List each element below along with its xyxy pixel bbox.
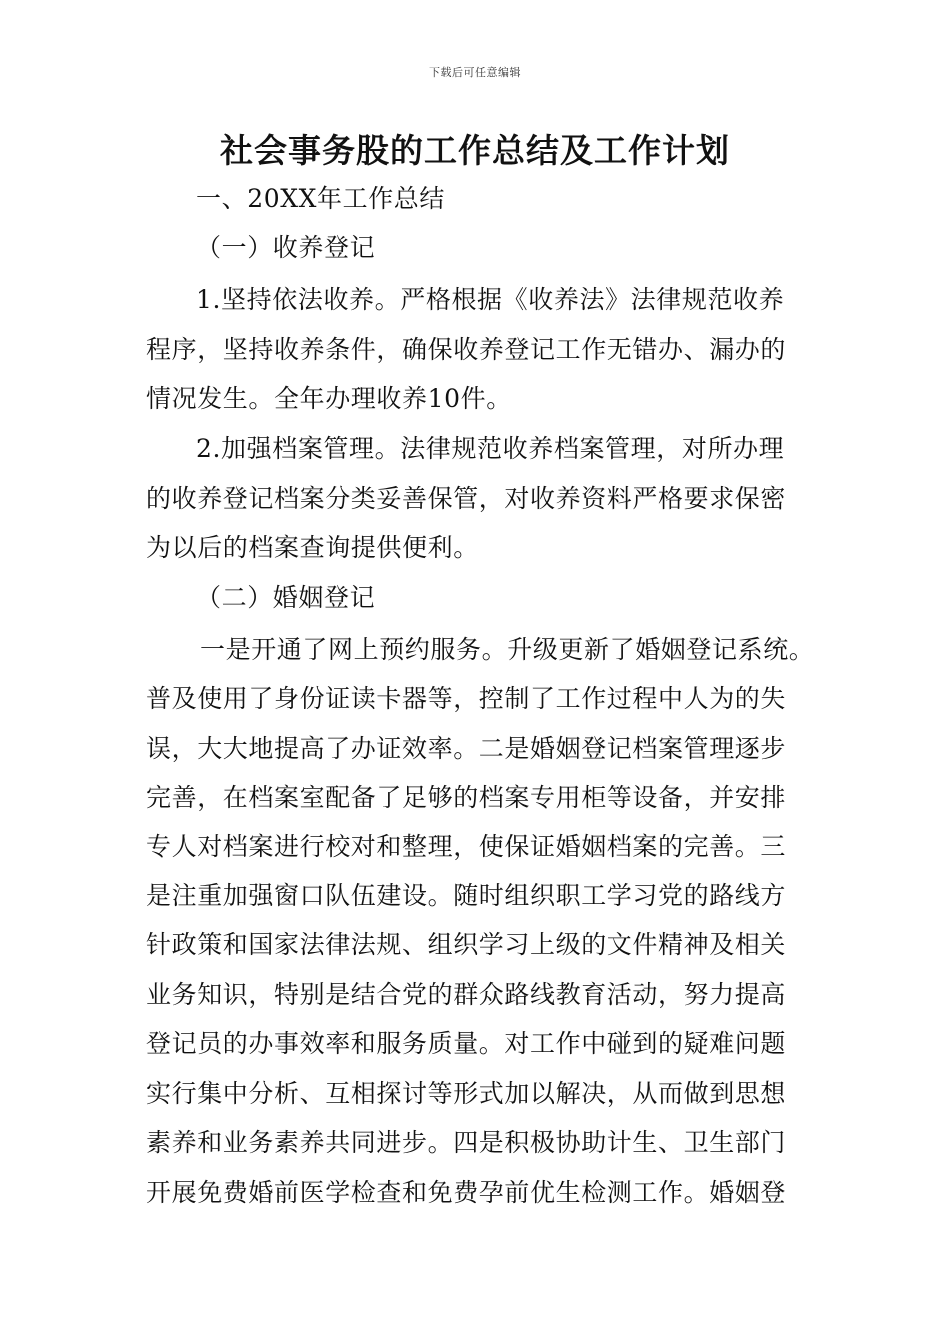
paragraph-line: 是注重加强窗口队伍建设。随时组织职工学习党的路线方 <box>146 881 787 910</box>
paragraph-line: 实行集中分析、互相探讨等形式加以解决，从而做到思想 <box>146 1079 787 1108</box>
document-title: 社会事务股的工作总结及工作计划 <box>220 131 730 170</box>
paragraph-line: 情况发生。全年办理收养10件。 <box>146 384 512 413</box>
paragraph-line: 的收养登记档案分类妥善保管，对收养资料严格要求保密 <box>146 484 787 513</box>
paragraph-line: 业务知识，特别是结合党的群众路线教育活动，努力提高 <box>146 980 787 1009</box>
paragraph-line: 一是开通了网上预约服务。升级更新了婚姻登记系统。 <box>200 635 815 664</box>
paragraph-line: 完善，在档案室配备了足够的档案专用柜等设备，并安排 <box>146 783 787 812</box>
paragraph-line: 程序，坚持收养条件，确保收养登记工作无错办、漏办的 <box>146 335 787 364</box>
paragraph-line: 开展免费婚前医学检查和免费孕前优生检测工作。婚姻登 <box>146 1178 787 1207</box>
paragraph-line: 登记员的办事效率和服务质量。对工作中碰到的疑难问题 <box>146 1029 787 1058</box>
paragraph-line: 2.加强档案管理。法律规范收养档案管理，对所办理 <box>196 434 785 463</box>
paragraph-line: 普及使用了身份证读卡器等，控制了工作过程中人为的失 <box>146 684 787 713</box>
paragraph-line: 1.坚持依法收养。严格根据《收养法》法律规范收养 <box>196 285 785 314</box>
paragraph-line: 专人对档案进行校对和整理，使保证婚姻档案的完善。三 <box>146 832 787 861</box>
subsection-heading: （一）收养登记 <box>196 233 376 262</box>
section-heading: 一、20XX年工作总结 <box>196 184 446 213</box>
subsection-heading: （二）婚姻登记 <box>196 583 376 612</box>
header-note: 下载后可任意编辑 <box>429 66 521 79</box>
paragraph-line: 素养和业务素养共同进步。四是积极协助计生、卫生部门 <box>146 1128 787 1157</box>
paragraph-line: 针政策和国家法律法规、组织学习上级的文件精神及相关 <box>146 930 787 959</box>
paragraph-line: 误，大大地提高了办证效率。二是婚姻登记档案管理逐步 <box>146 734 787 763</box>
paragraph-line: 为以后的档案查询提供便利。 <box>146 533 479 562</box>
